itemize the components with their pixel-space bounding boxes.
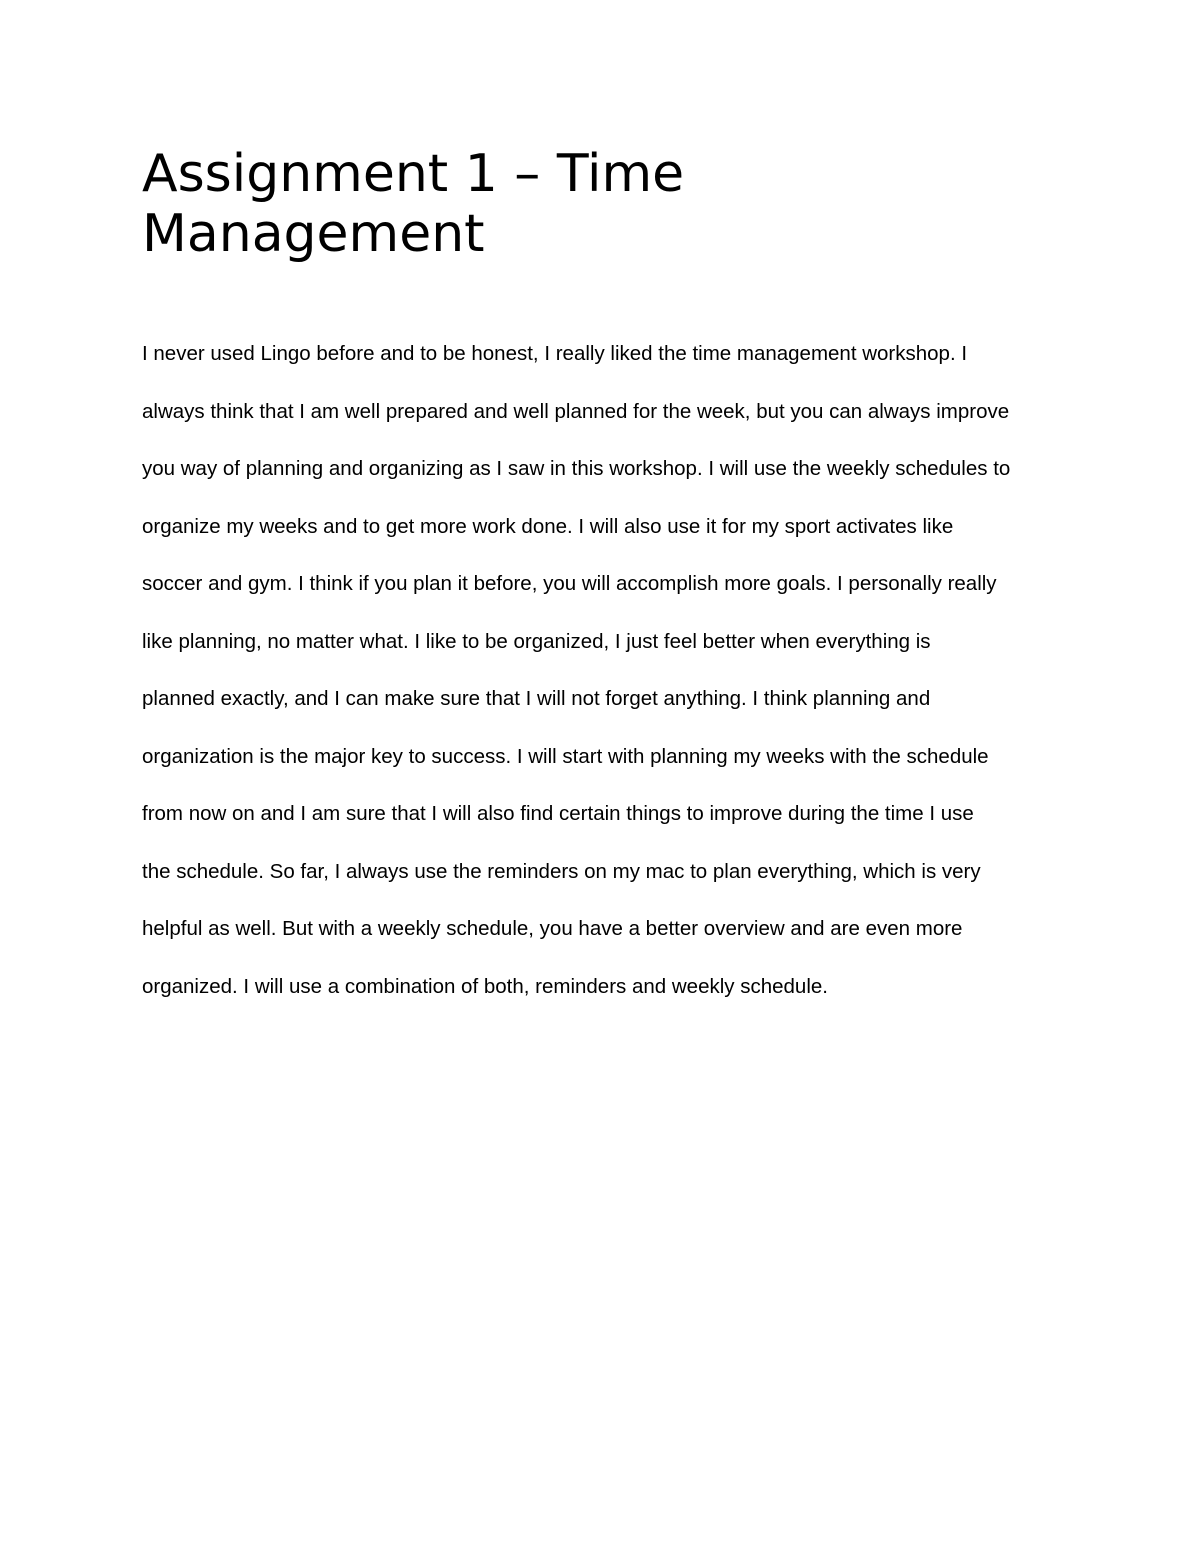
body-line: from now on and I am sure that I will also find certain things to improve during the time I use bbox=[142, 802, 974, 825]
document-title: Assignment 1 – Time Management bbox=[142, 144, 685, 264]
body-line: like planning, no matter what. I like to be organized, I just feel better when everything is bbox=[142, 629, 931, 653]
body-line: always think that I am well prepared and well planned for the week, but you can always improve bbox=[142, 399, 1010, 423]
body-line: helpful as well. But with a weekly schedule, you have a better overview and are even more bbox=[142, 917, 963, 940]
body-line: I never used Lingo before and to be honest, I really liked the time management workshop. I bbox=[142, 342, 968, 365]
body-line: organized. I will use a combination of both, reminders and weekly schedule. bbox=[142, 974, 828, 998]
body-line: you way of planning and organizing as I saw in this workshop. I will use the weekly schedules to bbox=[142, 457, 1011, 480]
body-line: soccer and gym. I think if you plan it before, you will accomplish more goals. I personally really bbox=[142, 572, 997, 595]
document-body bbox=[142, 325, 1010, 1015]
body-line: planned exactly, and I can make sure that I will not forget anything. I think planning and bbox=[142, 687, 931, 710]
body-line: organize my weeks and to get more work done. I will also use it for my sport activates like bbox=[142, 514, 954, 538]
body-line: organization is the major key to success. I will start with planning my weeks with the schedule bbox=[142, 744, 989, 768]
body-line: the schedule. So far, I always use the reminders on my mac to plan everything, which is very bbox=[142, 859, 981, 883]
